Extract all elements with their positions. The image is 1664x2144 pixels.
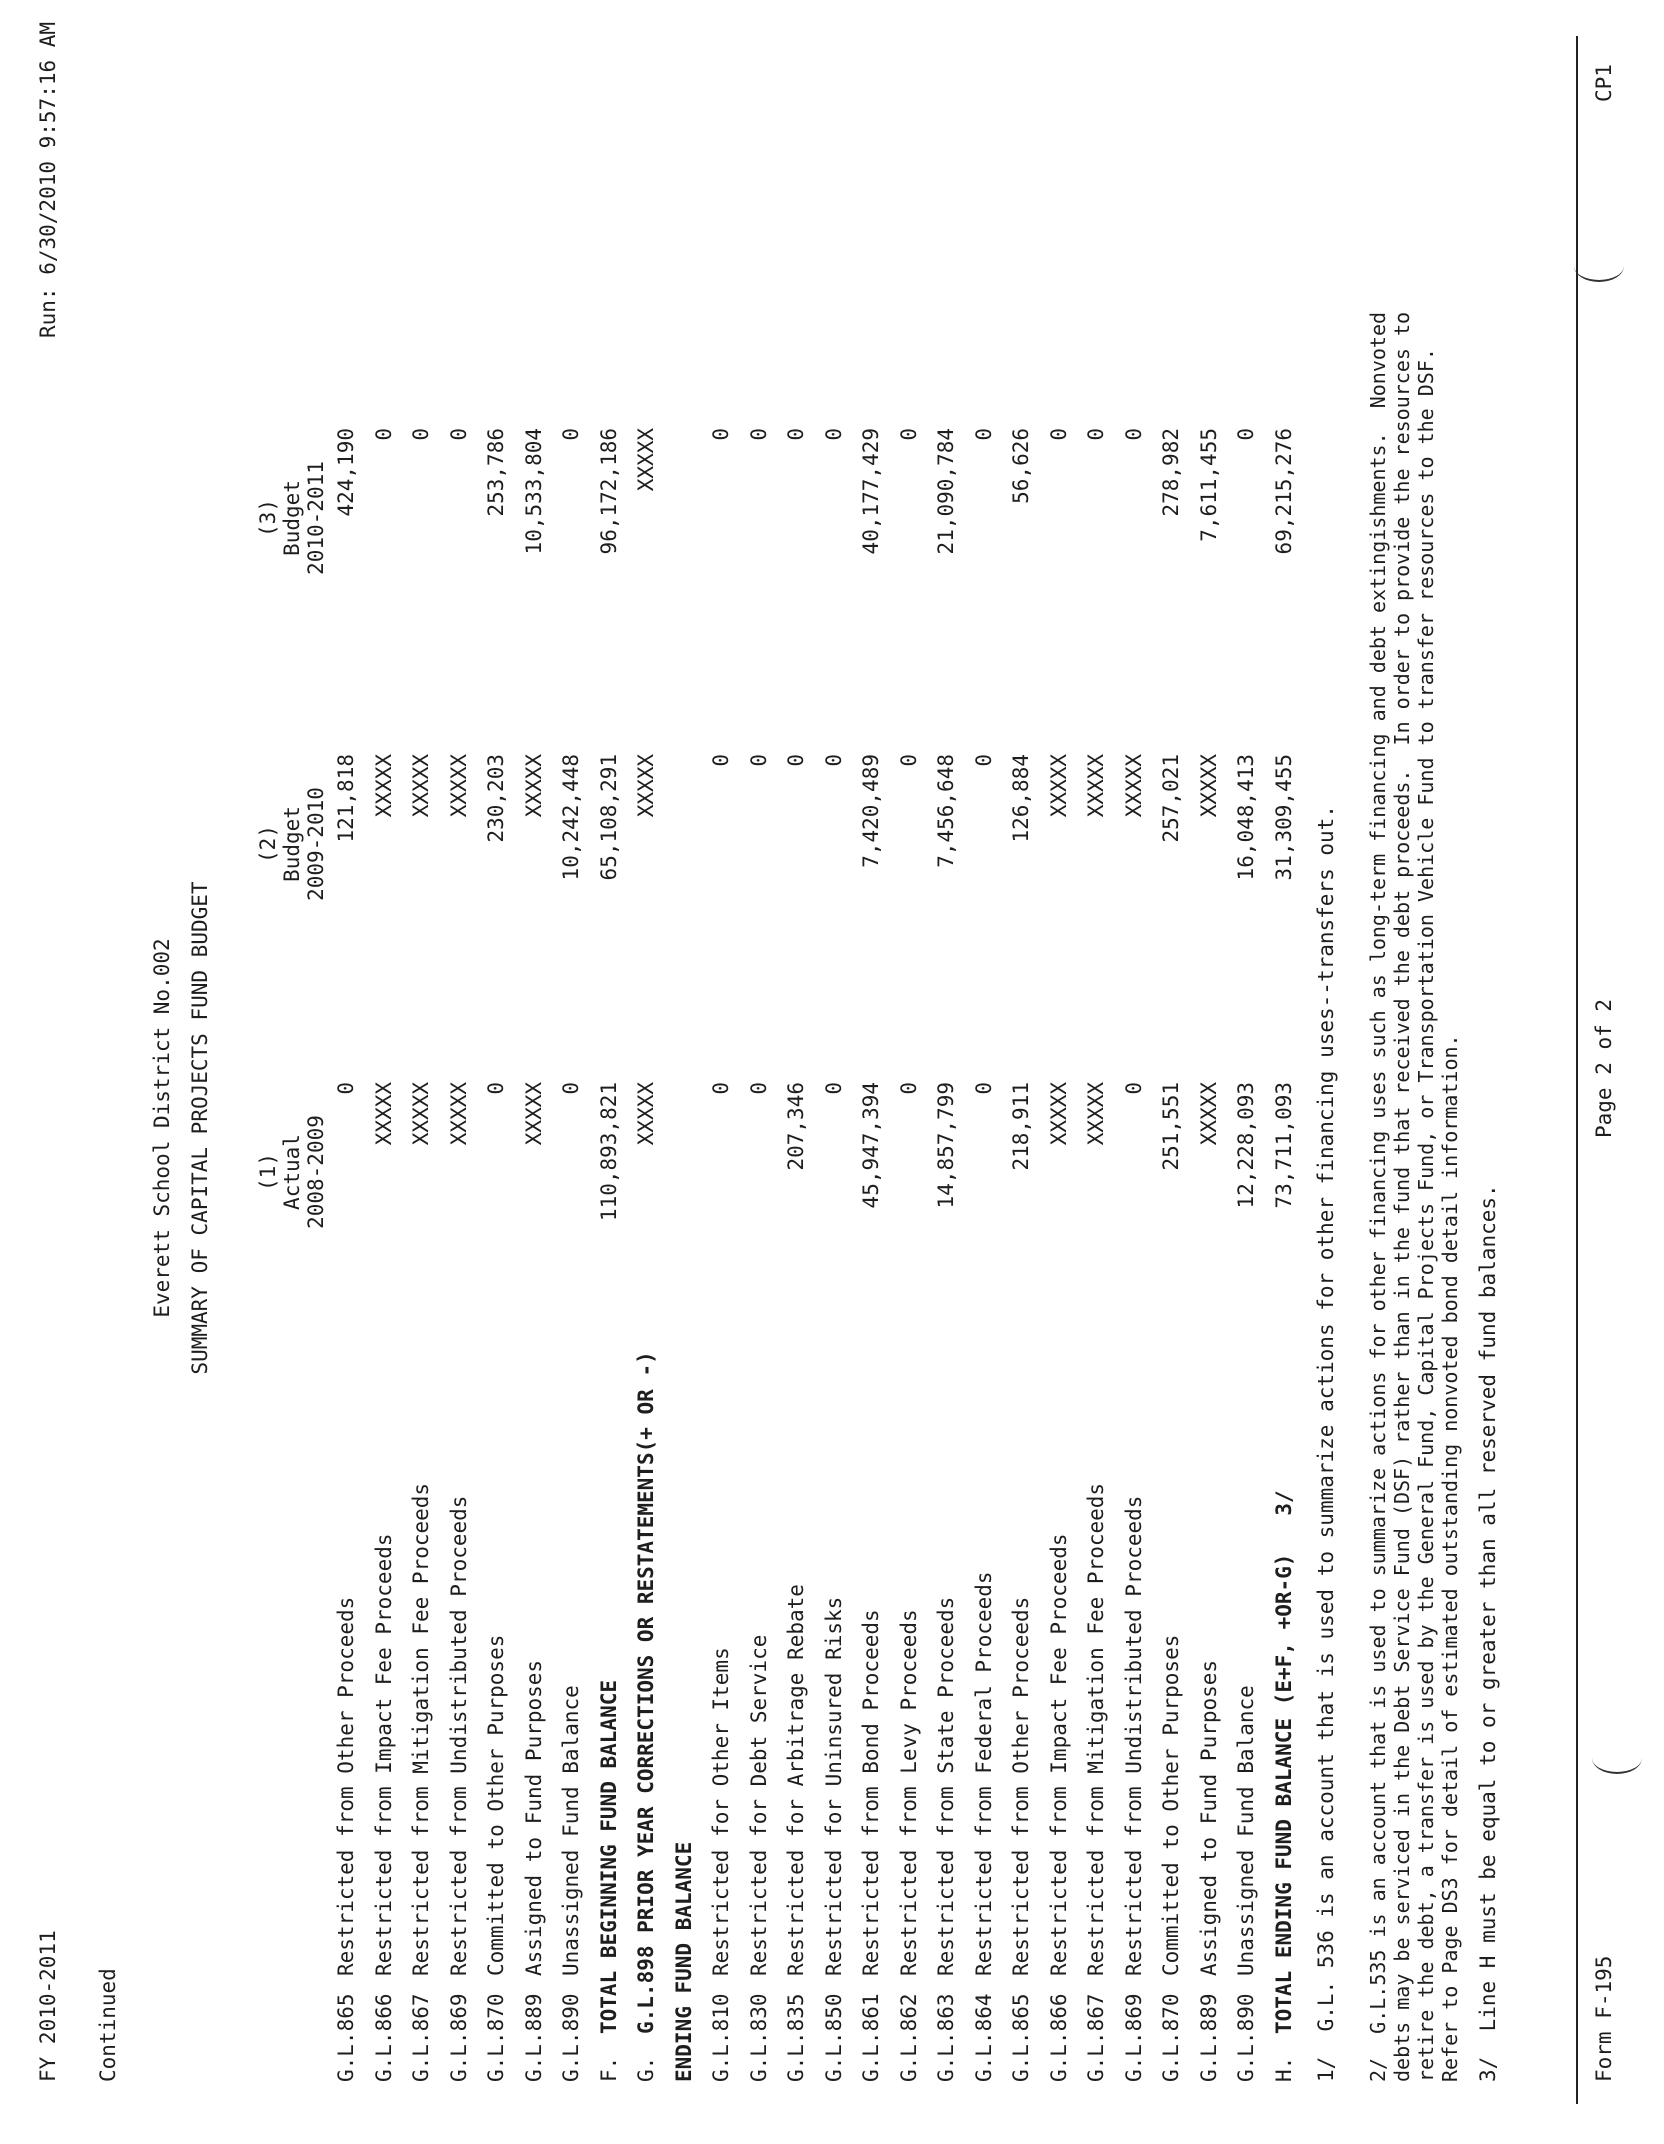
gl-code: G.L.867	[1084, 1993, 1108, 2082]
row-label: Assigned to Fund Purposes	[1196, 1659, 1221, 1976]
value-col-2: 7,420,489	[859, 754, 883, 868]
row-label: Restricted from Undistributed Proceeds	[1121, 1495, 1146, 1976]
page-code: CP1	[1592, 64, 1616, 102]
value-col-1: XXXXX	[1084, 1082, 1108, 1146]
gl-code: G.L.870	[484, 1993, 508, 2082]
row-label: Committed to Other Purposes	[484, 1634, 508, 1976]
page-title: SUMMARY OF CAPITAL PROJECTS FUND BUDGET	[188, 881, 212, 1375]
value-col-1: 12,228,093	[1234, 1082, 1258, 1209]
row-label: Restricted for Other Items	[709, 1647, 733, 1976]
gl-code: G.L.867	[409, 1993, 433, 2082]
value-col-1: 0	[971, 1082, 996, 1095]
value-col-3: 0	[784, 428, 808, 441]
value-col-1: XXXXX	[409, 1082, 433, 1146]
value-col-2: 0	[896, 754, 921, 767]
column-2-type: Budget	[280, 806, 304, 882]
gl-code: G.L.830	[746, 1993, 771, 2082]
value-col-1: 73,711,093	[1271, 1082, 1296, 1209]
value-col-3: XXXXX	[634, 428, 658, 492]
footnote-2-line: retire the debt, a transfer is used by the General Fund, Capital Projects Fund, or Transportation Vehicle Fund to transfer resources to the DSF.	[1414, 348, 1438, 2082]
value-col-1: XXXXX	[521, 1082, 546, 1146]
gl-code: G.L.865	[334, 1993, 358, 2082]
value-col-3: 253,786	[484, 428, 508, 517]
row-label: Restricted from Mitigation Fee Proceeds	[1084, 1482, 1108, 1976]
value-col-2: 31,309,455	[1271, 754, 1296, 881]
value-col-2: 230,203	[484, 754, 508, 843]
value-col-3: 0	[409, 428, 433, 441]
row-label: Assigned to Fund Purposes	[521, 1659, 546, 1976]
footer-rule	[1576, 36, 1578, 2104]
row-label: Restricted for Arbitrage Rebate	[784, 1584, 808, 1976]
value-col-2: XXXXX	[371, 754, 396, 818]
row-label: TOTAL BEGINNING FUND BALANCE	[596, 1679, 621, 2034]
value-col-1: 0	[334, 1082, 358, 1095]
form-number: Form F-195	[1592, 1955, 1616, 2082]
value-col-3: 0	[559, 428, 583, 441]
page-number: Page 2 of 2	[1592, 998, 1616, 1138]
value-col-2: 16,048,413	[1234, 754, 1258, 881]
footnote-3: 3/ Line H must be equal to or greater than all reserved fund balances.	[1476, 1184, 1500, 2082]
value-col-1: XXXXX	[371, 1082, 396, 1146]
value-col-2: XXXXX	[409, 754, 433, 818]
gl-code: G.L.869	[1121, 1993, 1146, 2082]
column-3-num: (3)	[256, 499, 280, 537]
value-col-1: XXXXX	[634, 1082, 658, 1146]
value-col-3: 0	[1121, 428, 1146, 441]
column-2-years: 2009-2010	[304, 787, 328, 901]
column-1-years: 2008-2009	[304, 1115, 328, 1229]
row-label: G.L.898 PRIOR YEAR CORRECTIONS OR RESTATEMENTS(+ OR -)	[634, 1351, 658, 2034]
value-col-1: 218,911	[1009, 1082, 1033, 1171]
value-col-2: 121,818	[334, 754, 358, 843]
gl-code: G.L.890	[559, 1993, 583, 2082]
footnote-1: 1/ G.L. 536 is an account that is used to summarize actions for other financing uses--transfers out.	[1314, 805, 1338, 2082]
row-label: Unassigned Fund Balance	[1234, 1685, 1258, 1976]
gl-code: G.L.835	[784, 1993, 808, 2082]
row-label: Restricted from Other Proceeds	[334, 1596, 358, 1976]
value-col-2: XXXXX	[1046, 754, 1071, 818]
value-col-3: 0	[371, 428, 396, 441]
gl-code: G.L.862	[896, 1993, 921, 2082]
value-col-2: XXXXX	[446, 754, 471, 818]
value-col-3: 7,611,455	[1196, 428, 1221, 542]
value-col-1: XXXXX	[1196, 1082, 1221, 1146]
footnote-2-line: 2/ G.L.535 is an account that is used to summarize actions for other financing uses such as long-term financing and debt extingishments. Nonvoted	[1366, 311, 1390, 2082]
value-col-3: 0	[1234, 428, 1258, 441]
value-col-3: 0	[746, 428, 771, 441]
row-label: Restricted from Other Proceeds	[1009, 1596, 1033, 1976]
gl-code: F.	[596, 2056, 621, 2082]
row-label: Restricted from Undistributed Proceeds	[446, 1495, 471, 1976]
value-col-3: 0	[446, 428, 471, 441]
value-col-2: 126,884	[1009, 754, 1033, 843]
value-col-1: 0	[484, 1082, 508, 1095]
value-col-2: 0	[746, 754, 771, 767]
value-col-3: 424,190	[334, 428, 358, 517]
value-col-2: 10,242,448	[559, 754, 583, 881]
value-col-2: XXXXX	[634, 754, 658, 818]
gl-code: G.L.870	[1159, 1993, 1183, 2082]
value-col-3: 96,172,186	[596, 428, 621, 555]
column-3-type: Budget	[280, 480, 304, 556]
value-col-2: 0	[821, 754, 846, 767]
gl-code: H.	[1271, 2056, 1296, 2082]
run-stamp: Run: 6/30/2010 9:57:16 AM	[36, 21, 60, 338]
value-col-3: 0	[971, 428, 996, 441]
column-3-years: 2010-2011	[304, 461, 328, 575]
row-label: Restricted from State Proceeds	[934, 1596, 958, 1976]
value-col-2: XXXXX	[1121, 754, 1146, 818]
gl-code: G.L.866	[1046, 1993, 1071, 2082]
gl-code: G.L.863	[934, 1993, 958, 2082]
gl-code: G.L.810	[709, 1993, 733, 2082]
value-col-1: 110,893,821	[596, 1082, 621, 1222]
footnote-2-line: debts may be serviced in the Debt Service Fund (DSF) rather than in the fund that received the debt proceeds. In order to provide the resources to	[1390, 311, 1414, 2082]
value-col-1: 251,551	[1159, 1082, 1183, 1171]
row-label: ENDING FUND BALANCE	[671, 1841, 696, 2082]
value-col-1: 0	[559, 1082, 583, 1095]
row-label: Restricted from Bond Proceeds	[859, 1609, 883, 1976]
row-label: Restricted for Debt Service	[746, 1634, 771, 1976]
column-2-num: (2)	[256, 825, 280, 863]
value-col-3: 69,215,276	[1271, 428, 1296, 555]
value-col-2: 0	[971, 754, 996, 767]
row-label: Restricted from Mitigation Fee Proceeds	[409, 1482, 433, 1976]
value-col-1: 45,947,394	[859, 1082, 883, 1209]
row-label: Restricted for Uninsured Risks	[821, 1596, 846, 1976]
value-col-2: XXXXX	[1084, 754, 1108, 818]
value-col-2: 0	[784, 754, 808, 767]
gl-code: G.L.861	[859, 1993, 883, 2082]
column-1-num: (1)	[256, 1153, 280, 1191]
district-name: Everett School District No.002	[150, 938, 174, 1318]
continued-label: Continued	[96, 1968, 120, 2082]
gl-code: G.L.850	[821, 1993, 846, 2082]
value-col-2: 65,108,291	[596, 754, 621, 881]
punch-hole-left	[1592, 1742, 1642, 1774]
row-label: Restricted from Federal Proceeds	[971, 1571, 996, 1976]
gl-code: G.L.865	[1009, 1993, 1033, 2082]
punch-hole-right	[1574, 250, 1624, 282]
row-label: Restricted from Levy Proceeds	[896, 1609, 921, 1976]
value-col-3: 21,090,784	[934, 428, 958, 555]
value-col-3: 278,982	[1159, 428, 1183, 517]
value-col-1: 207,346	[784, 1082, 808, 1171]
value-col-2: 7,456,648	[934, 754, 958, 868]
row-label: Restricted from Impact Fee Proceeds	[371, 1533, 396, 1976]
gl-code: G.L.864	[971, 1993, 996, 2082]
value-col-3: 0	[1046, 428, 1071, 441]
row-label: Committed to Other Purposes	[1159, 1634, 1183, 1976]
value-col-1: 0	[896, 1082, 921, 1095]
row-label: Unassigned Fund Balance	[559, 1685, 583, 1976]
gl-code: G.	[634, 2056, 658, 2082]
value-col-1: 0	[821, 1082, 846, 1095]
value-col-3: 40,177,429	[859, 428, 883, 555]
gl-code: G.L.890	[1234, 1993, 1258, 2082]
gl-code: G.L.889	[521, 1993, 546, 2082]
value-col-1: 0	[746, 1082, 771, 1095]
value-col-1: XXXXX	[1046, 1082, 1071, 1146]
value-col-1: 0	[709, 1082, 733, 1095]
value-col-2: 257,021	[1159, 754, 1183, 843]
column-1-type: Actual	[280, 1134, 304, 1210]
value-col-3: 0	[709, 428, 733, 441]
value-col-3: 0	[1084, 428, 1108, 441]
row-label: Restricted from Impact Fee Proceeds	[1046, 1533, 1071, 1976]
row-label: TOTAL ENDING FUND BALANCE (E+F, +OR-G) 3/	[1271, 1490, 1296, 2034]
value-col-2: XXXXX	[521, 754, 546, 818]
value-col-3: 0	[896, 428, 921, 441]
value-col-3: 0	[821, 428, 846, 441]
value-col-1: XXXXX	[446, 1082, 471, 1146]
gl-code: G.L.866	[371, 1993, 396, 2082]
value-col-2: XXXXX	[1196, 754, 1221, 818]
value-col-3: 10,533,804	[521, 428, 546, 555]
value-col-3: 56,626	[1009, 428, 1033, 504]
fiscal-year: FY 2010-2011	[36, 1930, 60, 2082]
gl-code: G.L.869	[446, 1993, 471, 2082]
footnote-2-line: Refer to Page DS3 for detail of estimated outstanding nonvoted bond detail information.	[1438, 1034, 1462, 2082]
value-col-2: 0	[709, 754, 733, 767]
gl-code: G.L.889	[1196, 1993, 1221, 2082]
value-col-1: 14,857,799	[934, 1082, 958, 1209]
value-col-1: 0	[1121, 1082, 1146, 1095]
